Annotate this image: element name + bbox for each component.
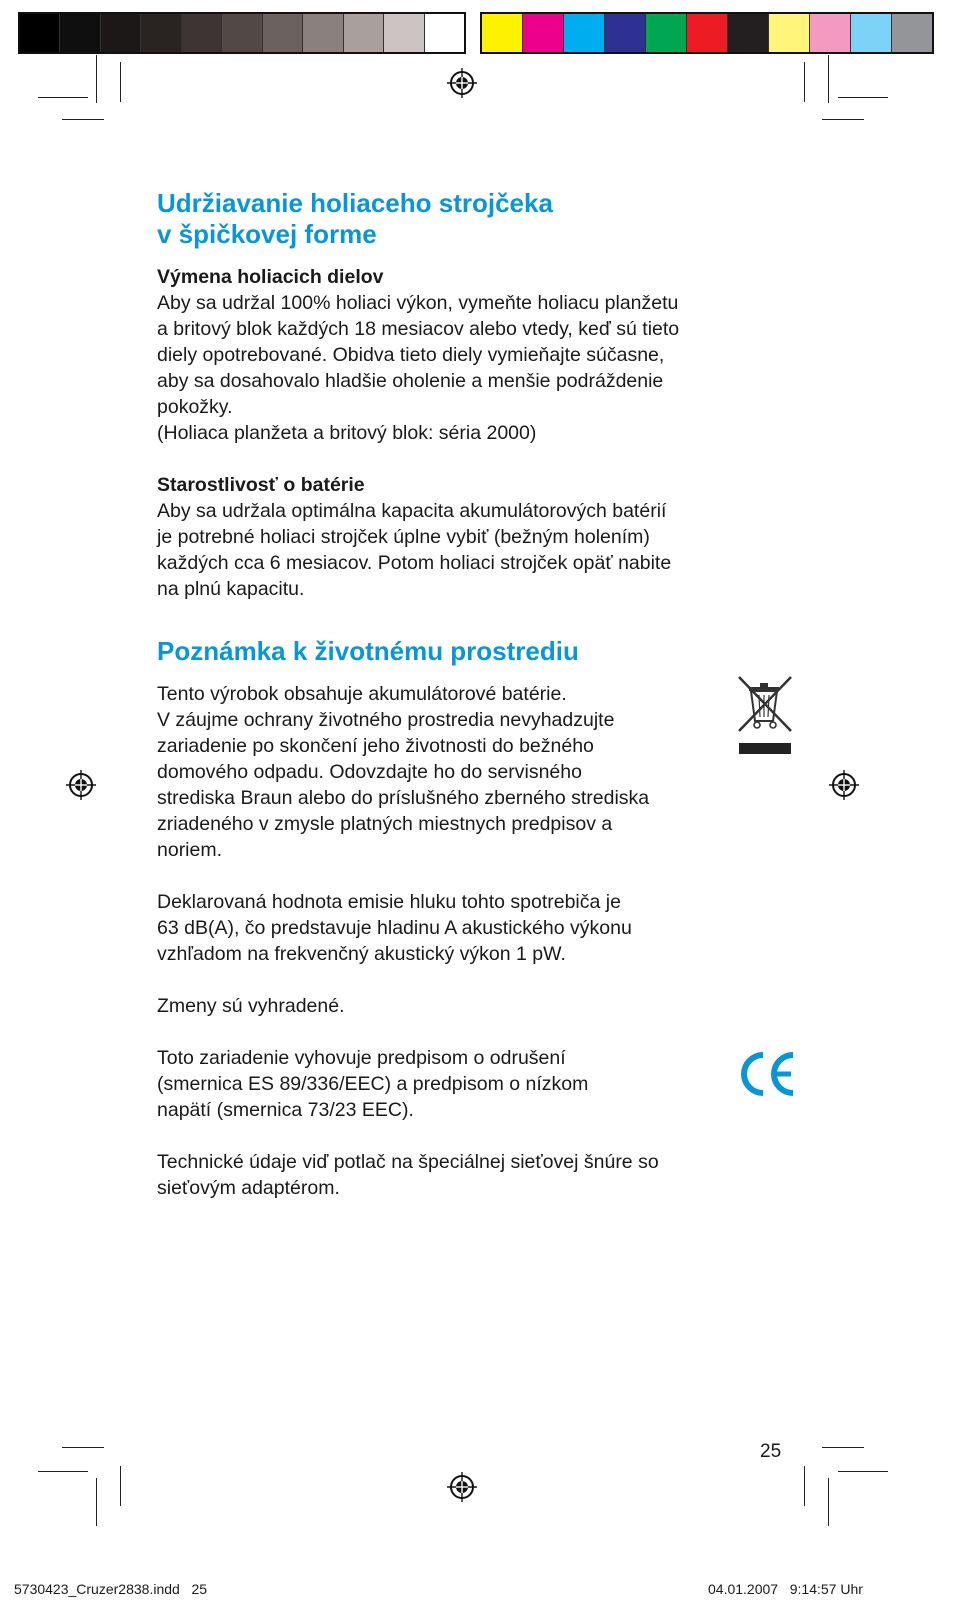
technical-data-text: Technické údaje viď potlač na špeciálnej sieťovej šnúre so sieťovým adaptérom. <box>157 1151 659 1199</box>
color-swatch <box>605 14 646 52</box>
changes-reserved-text: Zmeny sú vyhradené. <box>157 995 345 1017</box>
color-swatch <box>646 14 687 52</box>
color-swatch <box>141 14 181 52</box>
section-title-maintenance: Udržiavanie holiaceho strojčeka v špičkovej forme <box>157 188 553 249</box>
color-swatch <box>851 14 892 52</box>
crop-mark <box>62 119 104 120</box>
color-swatch <box>344 14 384 52</box>
color-swatch <box>687 14 728 52</box>
color-swatch <box>60 14 100 52</box>
environment-note <box>157 681 797 863</box>
color-swatch <box>482 14 523 52</box>
color-swatch <box>810 14 851 52</box>
battery-care-text: Aby sa udržala optimálna kapacita akumulátorových batérií je potrebné holiaci strojček úplne vybiť (bežným holením) každých cca 6 mesiacov. Potom holiaci strojček opäť nabite na plnú kapacitu. <box>157 500 672 600</box>
registration-mark-icon <box>447 68 477 98</box>
noise-emission-text: Deklarovaná hodnota emisie hluku tohto spotrebiča je 63 dB(A), čo predstavuje hladinu A akustického výkonu vzhľadom na frekvenčný akustický výkon 1 pW. <box>157 891 632 965</box>
timestamp-slug: 04.01.2007 9:14:57 Uhr <box>708 1581 863 1597</box>
color-swatch <box>384 14 424 52</box>
ce-mark-icon <box>735 1049 795 1099</box>
crop-mark <box>96 1478 97 1526</box>
subheading-battery-care: Starostlivosť o batérie <box>157 474 365 496</box>
crop-mark <box>822 1447 864 1448</box>
color-swatch <box>303 14 343 52</box>
compliance-note <box>157 1045 797 1123</box>
color-swatch <box>425 14 464 52</box>
crop-mark <box>828 55 829 103</box>
replacing-parts-text: Aby sa udržal 100% holiaci výkon, vymeňte holiacu planžetu a britový blok každých 18 mesiacov alebo vtedy, keď sú tieto diely opotrebované. Obidva tieto diely vymieňajte súčasne, aby sa dosahovalo hladšie oholenie a menšie podráždenie pokožky. (Holiaca planžeta a britový blok: séria 2000) <box>157 292 680 444</box>
crop-mark <box>838 97 888 98</box>
crop-mark <box>828 1478 829 1526</box>
color-swatch <box>101 14 141 52</box>
environment-text: Tento výrobok obsahuje akumulátorové batérie. V záujme ochrany životného prostredia nevyhadzujte zariadenie po skončení jeho životnosti do bežného domového odpadu. Odovzdajte ho do servisného strediska Braun alebo do príslušného zberného strediska zriadeného v zmysle platných miestnych predpisov a noriem. <box>157 683 650 861</box>
color-swatch <box>182 14 222 52</box>
page-content <box>157 188 797 1201</box>
color-swatch <box>222 14 262 52</box>
crop-mark <box>822 119 864 120</box>
crop-mark <box>62 1447 104 1448</box>
color-swatch <box>769 14 810 52</box>
crossed-out-wheelie-bin-icon <box>735 673 795 757</box>
section-title-environment: Poznámka k životnému prostrediu <box>157 636 579 666</box>
subheading-replacing-parts: Výmena holiacich dielov <box>157 266 384 288</box>
crop-mark <box>120 1466 121 1506</box>
process-color-bar <box>480 12 934 54</box>
crop-mark <box>38 1471 88 1472</box>
color-swatch <box>892 14 932 52</box>
registration-mark-icon <box>447 1472 477 1502</box>
color-swatch <box>564 14 605 52</box>
file-slug: 5730423_Cruzer2838.indd 25 <box>14 1581 208 1597</box>
page-number: 25 <box>760 1441 782 1462</box>
color-swatch <box>523 14 564 52</box>
registration-mark-icon <box>66 770 96 800</box>
registration-mark-icon <box>829 770 859 800</box>
color-swatch <box>20 14 60 52</box>
crop-mark <box>96 55 97 103</box>
color-swatch <box>263 14 303 52</box>
grayscale-color-bar <box>18 12 466 54</box>
crop-mark <box>804 1466 805 1506</box>
crop-mark <box>38 97 88 98</box>
compliance-text: Toto zariadenie vyhovuje predpisom o odrušení (smernica ES 89/336/EEC) a predpisom o nízkom napätí (smernica 73/23 EEC). <box>157 1047 589 1121</box>
crop-mark <box>804 62 805 102</box>
color-swatch <box>728 14 769 52</box>
crop-mark <box>120 62 121 102</box>
crop-mark <box>838 1471 888 1472</box>
